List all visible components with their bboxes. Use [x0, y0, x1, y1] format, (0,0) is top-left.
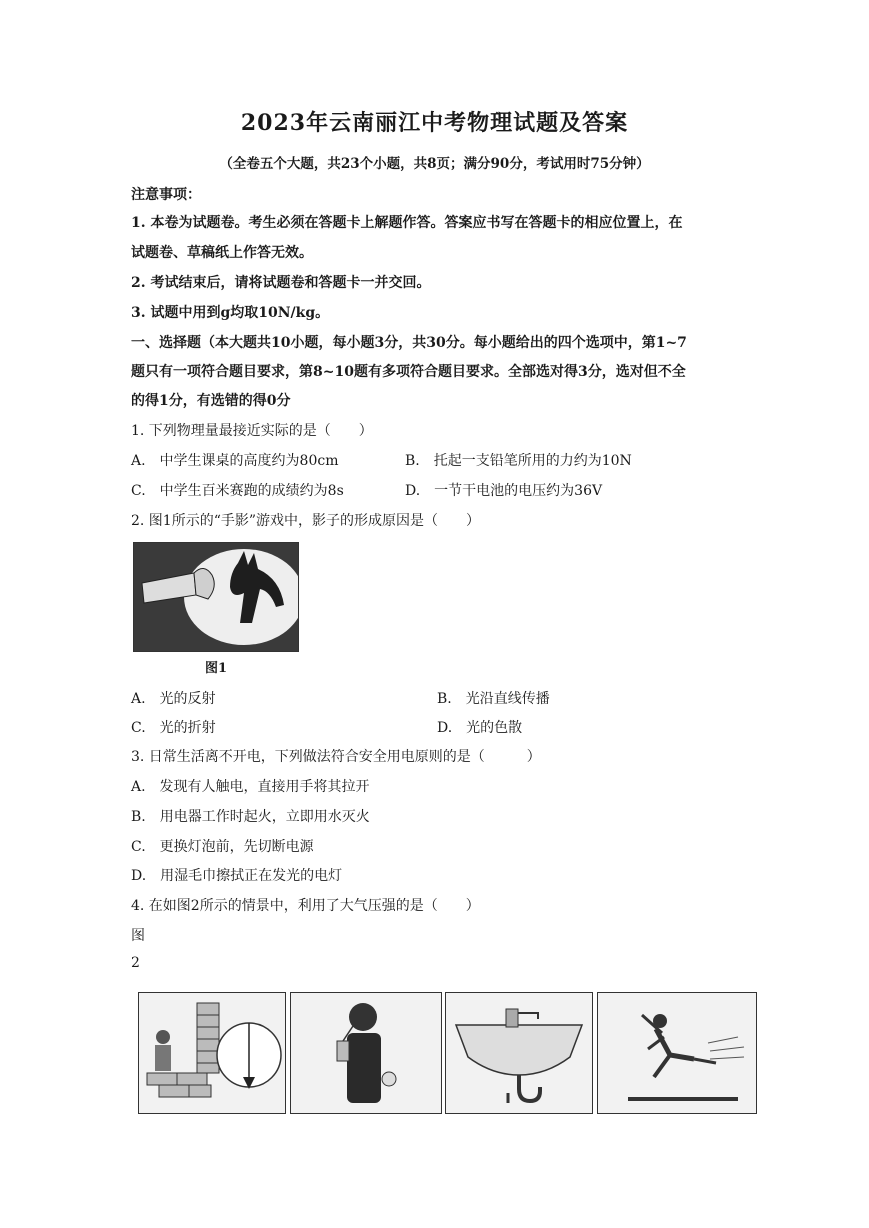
page-title: 2023年云南丽江中考物理试题及答案 — [240, 110, 629, 136]
notice-item-1a: 1. 本卷为试题卷。考生必须在答题卡上解题作答。答案应书写在答题卡的相应位置上，在 — [131, 215, 683, 231]
figure-2-panel-a-plumb-line — [138, 992, 286, 1114]
q2-option-a: A. 光的反射 — [131, 691, 216, 707]
notice-item-2: 2. 考试结束后，请将试题卷和答题卡一并交回。 — [131, 275, 431, 291]
figure-2-label-1: 图 — [131, 928, 145, 944]
drinking-straw-illustration — [291, 993, 441, 1113]
q4-stem: 4. 在如图2所示的情景中，利用了大气压强的是（ ） — [131, 898, 480, 914]
q2-option-c: C. 光的折射 — [131, 720, 216, 736]
notice-item-3: 3. 试题中用到g均取10N/kg。 — [131, 305, 330, 321]
q2-stem: 2. 图1所示的“手影”游戏中，影子的形成原因是（ ） — [131, 513, 481, 529]
section1-line2: 题只有一项符合题目要求，第8~10题有多项符合题目要求。全部选对得3分，选对但不全 — [131, 364, 686, 380]
exam-info: （全卷五个大题，共23个小题，共8页；满分90分，考试用时75分钟） — [219, 156, 650, 172]
q1-option-d: D. 一节干电池的电压约为36V — [405, 483, 603, 499]
q1-option-c: C. 中学生百米赛跑的成绩约为8s — [131, 483, 344, 499]
figure-2-panel-b-drinking-straw — [290, 992, 442, 1114]
figure-2-panel-c-sink-drain — [445, 992, 593, 1114]
q1-stem: 1. 下列物理量最接近实际的是（ ） — [131, 423, 373, 439]
sink-drain-illustration — [446, 993, 592, 1113]
q2-option-b: B. 光沿直线传播 — [437, 691, 550, 707]
section1-line3: 的得1分，有选错的得0分 — [131, 393, 291, 409]
figure-1-hand-shadow — [133, 542, 299, 652]
notice-heading: 注意事项： — [131, 187, 201, 203]
long-jump-illustration — [598, 993, 756, 1113]
notice-item-1b: 试题卷、草稿纸上作答无效。 — [131, 245, 313, 261]
q3-option-b: B. 用电器工作时起火，立即用水灭火 — [131, 809, 370, 825]
q3-stem: 3. 日常生活离不开电，下列做法符合安全用电原则的是（ ） — [131, 749, 541, 765]
figure-1-caption: 图1 — [205, 661, 228, 676]
q2-option-d: D. 光的色散 — [437, 720, 523, 736]
figure-2-label-2: 2 — [131, 955, 140, 971]
q3-option-d: D. 用湿毛巾擦拭正在发光的电灯 — [131, 868, 343, 884]
plumb-line-illustration — [139, 993, 285, 1113]
q3-option-a: A. 发现有人触电，直接用手将其拉开 — [131, 779, 370, 795]
hand-shadow-illustration — [134, 543, 298, 651]
q3-option-c: C. 更换灯泡前，先切断电源 — [131, 839, 314, 855]
q1-option-a: A. 中学生课桌的高度约为80cm — [131, 453, 339, 469]
q1-option-b: B. 托起一支铅笔所用的力约为10N — [405, 453, 632, 469]
figure-2-panel-d-long-jump — [597, 992, 757, 1114]
section1-line1: 一、选择题（本大题共10小题，每小题3分，共30分。每小题给出的四个选项中，第1~7 — [131, 335, 687, 351]
